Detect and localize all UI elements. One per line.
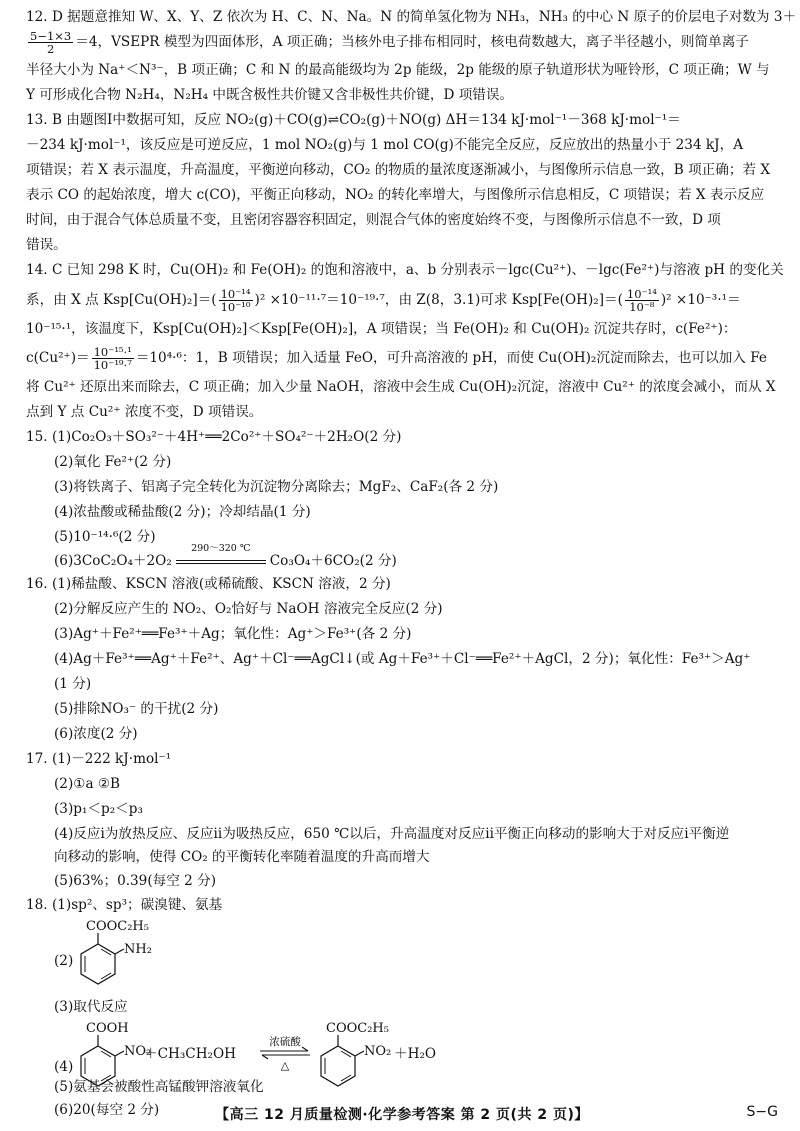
q14-fraction-3-numerator: 10⁻¹⁵·¹ — [93, 345, 132, 359]
q14-line-4-a: c(Cu²⁺)＝ — [26, 350, 90, 366]
q18-s2-top-group: COOC₂H₅ — [86, 919, 149, 934]
q18-line-5: (5)氨基会被酸性高锰酸钾溶液氧化 — [54, 1079, 264, 1095]
q13-line-6: 错误。 — [26, 237, 67, 253]
q14-fraction-2-numerator: 10⁻¹⁴ — [626, 287, 657, 301]
q14-line-2-a: 系，由 X 点 Ksp[Cu(OH)₂]＝( — [26, 292, 217, 308]
q12-line-4: Y 可形成化合物 N₂H₄，N₂H₄ 中既含极性共价键又含非极性共价键，D 项错误。 — [26, 87, 514, 103]
q15-line-3: (3)将铁离子、铝离子完全转化为沉淀物分离除去；MgF₂、CaF₂(各 2 分) — [54, 479, 499, 495]
q12-line-1: 12. D 据题意推知 W、X、Y、Z 依次为 H、C、N、Na。N 的简单氢化物为 NH₃，NH₃ 的中心 N 原子的价层电子对数为 3＋ — [26, 9, 797, 25]
q16-line-5: (1 分) — [54, 676, 92, 692]
q18-r1-substituent: NO₂ — [124, 1044, 152, 1059]
q13-line-3: 项错误；若 X 表示温度，升高温度，平衡逆向移动，CO₂ 的物质的量浓度逐渐减小，与图像所示信息一致，B 项正确；若 X — [26, 162, 771, 178]
q18-part4-label: (4) — [54, 1059, 74, 1075]
q18-plus-ethanol: ＋CH₃CH₂OH — [144, 1046, 237, 1062]
q18-structure-ethyl-aminobenzoate — [76, 918, 186, 1002]
q16-line-3: (3)Ag⁺＋Fe²⁺══Fe³⁺＋Ag；氧化性：Ag⁺＞Fe³⁺(各 2 分) — [54, 626, 412, 642]
q14-line-2 — [26, 288, 741, 313]
q14-fraction-3-denominator: 10⁻¹⁹·⁷ — [93, 358, 132, 372]
q15-line-4: (4)浓盐酸或稀盐酸(2 分)；冷却结晶(1 分) — [54, 504, 311, 520]
q14-line-3: 10⁻¹⁵·¹，该温度下，Ksp[Cu(OH)₂]＜Ksp[Fe(OH)₂]，A 项错误；当 Fe(OH)₂ 和 Cu(OH)₂ 沉淀共存时，c(Fe²⁺)： — [26, 321, 737, 337]
q18-p1-top-group: COOC₂H₅ — [326, 1021, 389, 1036]
q12-fraction-numerator: 5−1×3 — [30, 29, 72, 43]
q14-fraction-1 — [219, 288, 253, 313]
benzene-ring-structure-1 — [76, 918, 186, 998]
q12-fraction-denominator: 2 — [46, 42, 55, 56]
q17-line-4: (4)反应ⅰ为放热反应、反应ⅱ为吸热反应，650 ℃以后，升高温度对反应ⅱ平衡正向移动的影响大于对反应ⅰ平衡逆 — [54, 826, 730, 842]
q15-line-6-a: (6)3CoC₂O₄＋2O₂ — [54, 553, 172, 569]
q18-r1-top-group: COOH — [86, 1021, 129, 1036]
q15-line-6 — [54, 542, 397, 571]
q18-line-1: 18. (1)sp²、sp³；碳溴键、氨基 — [26, 897, 223, 913]
q18-p1-substituent: NO₂ — [364, 1044, 392, 1059]
q14-line-2-b: )² ×10⁻¹¹·⁷＝10⁻¹⁹·⁷，由 Z(8，3.1)可求 Ksp[Fe(OH)₂]＝( — [254, 292, 623, 308]
q12-line-2 — [26, 30, 749, 55]
q13-line-2: －234 kJ·mol⁻¹，该反应是可逆反应，1 mol NO₂(g)与 1 mol CO(g)不能完全反应，反应放出的热量小于 234 kJ，A — [26, 137, 744, 153]
q13-line-4: 表示 CO 的起始浓度，增大 c(CO)，平衡正向移动，NO₂ 的转化率增大，与图像所示信息相反，C 项错误；若 X 表示反应 — [26, 187, 765, 203]
q14-fraction-1-numerator: 10⁻¹⁴ — [220, 287, 251, 301]
q14-line-2-c: )² ×10⁻³·¹＝ — [660, 292, 741, 308]
q15-reaction-arrow — [172, 542, 270, 571]
q14-line-1: 14. C 已知 298 K 时，Cu(OH)₂ 和 Fe(OH)₂ 的饱和溶液中，a、b 分别表示－lgc(Cu²⁺)、－lgc(Fe²⁺)与溶液 pH 的变化关 — [26, 262, 784, 278]
q18-part2-label: (2) — [54, 953, 74, 969]
q16-line-6: (5)排除NO₃⁻ 的干扰(2 分) — [54, 701, 219, 717]
q15-line-2: (2)氧化 Fe²⁺(2 分) — [54, 454, 172, 470]
q18-condition-bottom: △ — [280, 1059, 290, 1072]
q16-line-7: (6)浓度(2 分) — [54, 726, 138, 742]
q16-line-1: 16. (1)稀盐酸、KSCN 溶液(或稀硫酸、KSCN 溶液，2 分) — [26, 576, 391, 592]
q15-line-1: 15. (1)Co₂O₃＋SO₃²⁻＋4H⁺══2Co²⁺＋SO₄²⁻＋2H₂O(2 分) — [26, 429, 402, 445]
q12-fraction — [28, 30, 73, 55]
q18-s2-substituent: NH₂ — [124, 942, 152, 957]
q14-fraction-2-denominator: 10⁻⁸ — [629, 300, 655, 314]
q15-line-5: (5)10⁻¹⁴·⁶(2 分) — [54, 529, 156, 545]
q18-line-6: (6)20(每空 2 分) — [54, 1102, 160, 1118]
footer-title: 【高三 12 月质量检测·化学参考答案 第 2 页(共 2 页)】 — [215, 1107, 589, 1123]
q18-line-3: (3)取代反应 — [54, 999, 128, 1015]
q17-line-5: 向移动的影响，使得 CO₂ 的平衡转化率随着温度的升高而增大 — [54, 849, 430, 865]
equilibrium-arrow-icon — [258, 1034, 312, 1074]
q17-line-3: (3)p₁＜p₂＜p₃ — [54, 801, 143, 817]
q14-line-4 — [26, 346, 767, 371]
q16-line-4: (4)Ag＋Fe³⁺══Ag⁺＋Fe²⁺、Ag⁺＋Cl⁻══AgCl↓(或 Ag＋Fe³⁺＋Cl⁻══Fe²⁺＋AgCl，2 分)；氧化性：Fe³⁺＞Ag⁺ — [54, 651, 751, 667]
footer-code: S−G — [746, 1104, 778, 1120]
q14-fraction-1-denominator: 10⁻¹⁰ — [220, 300, 251, 314]
q13-line-5: 时间，由于混合气体总质量不变，且密闭容器容积固定，则混合气体的密度始终不变，与图像所示信息不一致，D 项 — [26, 212, 721, 228]
q14-fraction-2 — [625, 288, 659, 313]
q18-condition-top: 浓硫酸 — [269, 1036, 301, 1048]
q17-line-2: (2)①a ②B — [54, 776, 121, 792]
q14-line-5: 将 Cu²⁺ 还原出来而除去，C 项正确；加入少量 NaOH，溶液中会生成 Cu(OH)₂沉淀，溶液中 Cu²⁺ 的浓度会减小，而从 X — [26, 379, 776, 395]
q14-line-6: 点到 Y 点 Cu²⁺ 浓度不变，D 项错误。 — [26, 404, 263, 420]
q12-line-3: 半径大小为 Na⁺＜N³⁻，B 项正确；C 和 N 的最高能级均为 2p 能级，2p 能级的原子轨道形状为哑铃形，C 项正确；W 与 — [26, 62, 770, 78]
q14-line-4-b: ＝10⁴·⁶：1，B 项错误；加入适量 FeO，可升高溶液的 pH，而使 Cu(OH)₂沉淀而除去，也可以加入 Fe — [135, 350, 767, 366]
q15-arrow-line-bottom — [176, 563, 266, 564]
page-footer — [26, 1104, 778, 1128]
q17-line-6: (5)63%；0.39(每空 2 分) — [54, 873, 217, 889]
q13-line-1: 13. B 由题图Ⅰ中数据可知，反应 NO₂(g)＋CO(g)⇌CO₂(g)＋NO(g) ΔH＝134 kJ·mol⁻¹－368 kJ·mol⁻¹＝ — [26, 112, 681, 128]
q14-fraction-3 — [92, 346, 134, 371]
q18-plus-water: ＋H₂O — [394, 1046, 437, 1062]
q16-line-2: (2)分解反应产生的 NO₂、O₂恰好与 NaOH 溶液完全反应(2 分) — [54, 601, 443, 617]
q17-line-1: 17. (1)－222 kJ·mol⁻¹ — [26, 751, 172, 767]
q15-condition-label: 290～320 ℃ — [191, 542, 251, 554]
q12-line-2-text: ＝4，VSEPR 模型为四面体形，A 项正确；当核外电子排布相同时，核电荷数越大，离子半径越小，则简单离子 — [75, 34, 749, 50]
q18-equilibrium-arrow — [258, 1034, 312, 1074]
q15-line-6-b: Co₃O₄＋6CO₂(2 分) — [269, 553, 397, 569]
q15-arrow-line-top — [176, 560, 266, 561]
